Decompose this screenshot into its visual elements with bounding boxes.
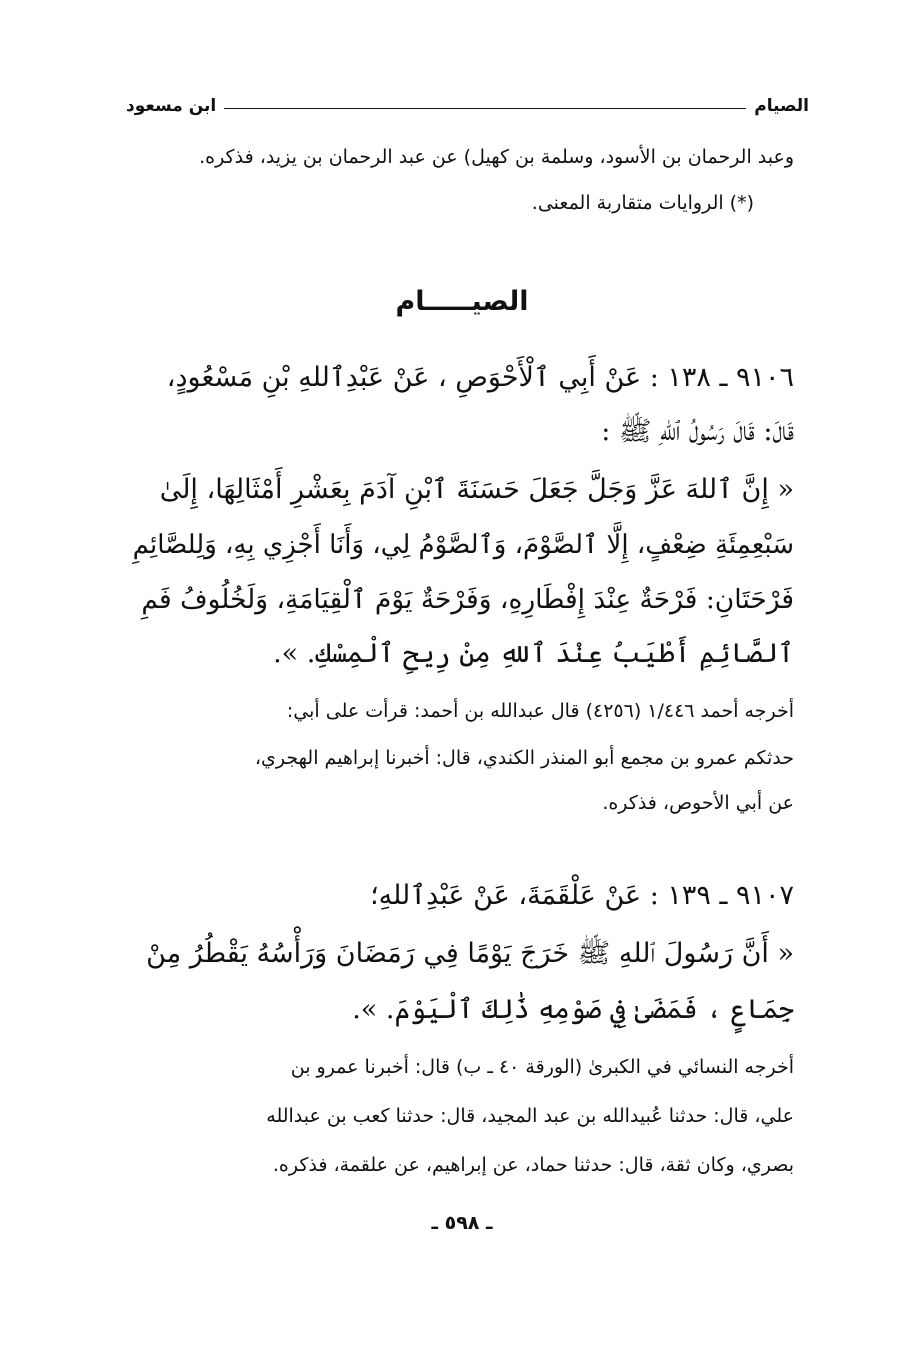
running-header xyxy=(126,92,809,120)
hadith-9107-text-line: « أَنَّ رَسُولَ ٱللهِ ﷺ خَرَجَ يَوْمًا فِي رَمَضَانَ وَرَأْسُهُ يَقْطُرُ مِنْ xyxy=(146,938,794,969)
page-number-text: ـ ٥٩٨ ـ xyxy=(431,1212,493,1234)
hadith-9106-isnad-line: ٩١٠٦ ـ ١٣٨ : عَنْ أَبِي ٱلْأَحْوَصِ ، عَنْ عَبْدِٱللهِ بْنِ مَسْعُودٍ، xyxy=(166,362,794,393)
hadith-9107-takhrij-line: علي، قال: حدثنا عُبيدالله بن عبد المجيد، قال: حدثنا كعب بن عبدالله xyxy=(266,1105,794,1127)
hadith-9107-takhrij-line: بصري، وكان ثقة، قال: حدثنا حماد، عن إبراهيم، عن علقمة، فذكره. xyxy=(272,1154,794,1176)
header-narrator-name: ابن مسعود xyxy=(126,96,217,116)
hadith-9106-text-line: فَرْحَتَانِ: فَرْحَةٌ عِنْدَ إِفْطَارِهِ، وَفَرْحَةٌ يَوْمَ ٱلْقِيَامَةِ، وَلَخُلُوفُ فَمِ xyxy=(141,584,794,615)
section-title xyxy=(0,286,924,317)
hadith-9106-takhrij-line: حدثكم عمرو بن مجمع أبو المنذر الكندي، قال: أخبرنا إبراهيم الهجري، xyxy=(254,747,794,769)
section-title-text: الصيـــــام xyxy=(395,286,529,317)
header-rule xyxy=(224,108,746,109)
page-number xyxy=(0,1212,924,1234)
hadith-9107-text-line: جِمَاعٍ ، فَمَضَىٰ فِي صَوْمِهِ ذَٰلِكَ ٱلْيَوْمَ. ». xyxy=(352,994,794,1025)
hadith-9107-isnad-line: ٩١٠٧ ـ ١٣٩ : عَنْ عَلْقَمَةَ، عَنْ عَبْدِٱللهِ؛ xyxy=(370,880,794,911)
footnote-line: (*) الروايات متقاربة المعنى. xyxy=(531,192,754,214)
hadith-9106-text-line: قَالَ: قَالَ رَسُولُ ٱللهِ ﷺ : xyxy=(601,416,794,447)
hadith-9106-text-line: ٱلصَّائِمِ أَطْيَبُ عِنْدَ ٱللهِ مِنْ رِيحِ ٱلْمِسْكِ. ». xyxy=(273,638,794,669)
hadith-9106-text-line: سَبْعِمِئَةِ ضِعْفٍ، إِلَّا ٱلصَّوْمَ، وَٱلصَّوْمُ لِي، وَأَنَا أَجْزِي بِهِ، وَلِلصَّائِمِ xyxy=(132,530,794,560)
hadith-9106-takhrij-line: عن أبي الأحوص، فذكره. xyxy=(602,792,794,814)
header-chapter-title: الصيام xyxy=(754,96,809,116)
hadith-9106-takhrij-line: أخرجه أحمد ١/٤٤٦ (٤٢٥٦) قال عبدالله بن أحمد: قرأت على أبي: xyxy=(286,700,794,722)
hadith-9107-takhrij-line: أخرجه النسائي في الكبرىٰ (الورقة ٤٠ ـ ب) قال: أخبرنا عمرو بن xyxy=(290,1056,794,1078)
hadith-9106-text-line: « إِنَّ ٱللهَ عَزَّ وَجَلَّ جَعَلَ حَسَنَةَ ٱبْنِ آدَمَ بِعَشْرِ أَمْثَالِهَا، إِلَىٰ xyxy=(159,474,794,505)
previous-text-line: وعبد الرحمان بن الأسود، وسلمة بن كهيل) عن عبد الرحمان بن يزيد، فذكره. xyxy=(199,146,794,168)
